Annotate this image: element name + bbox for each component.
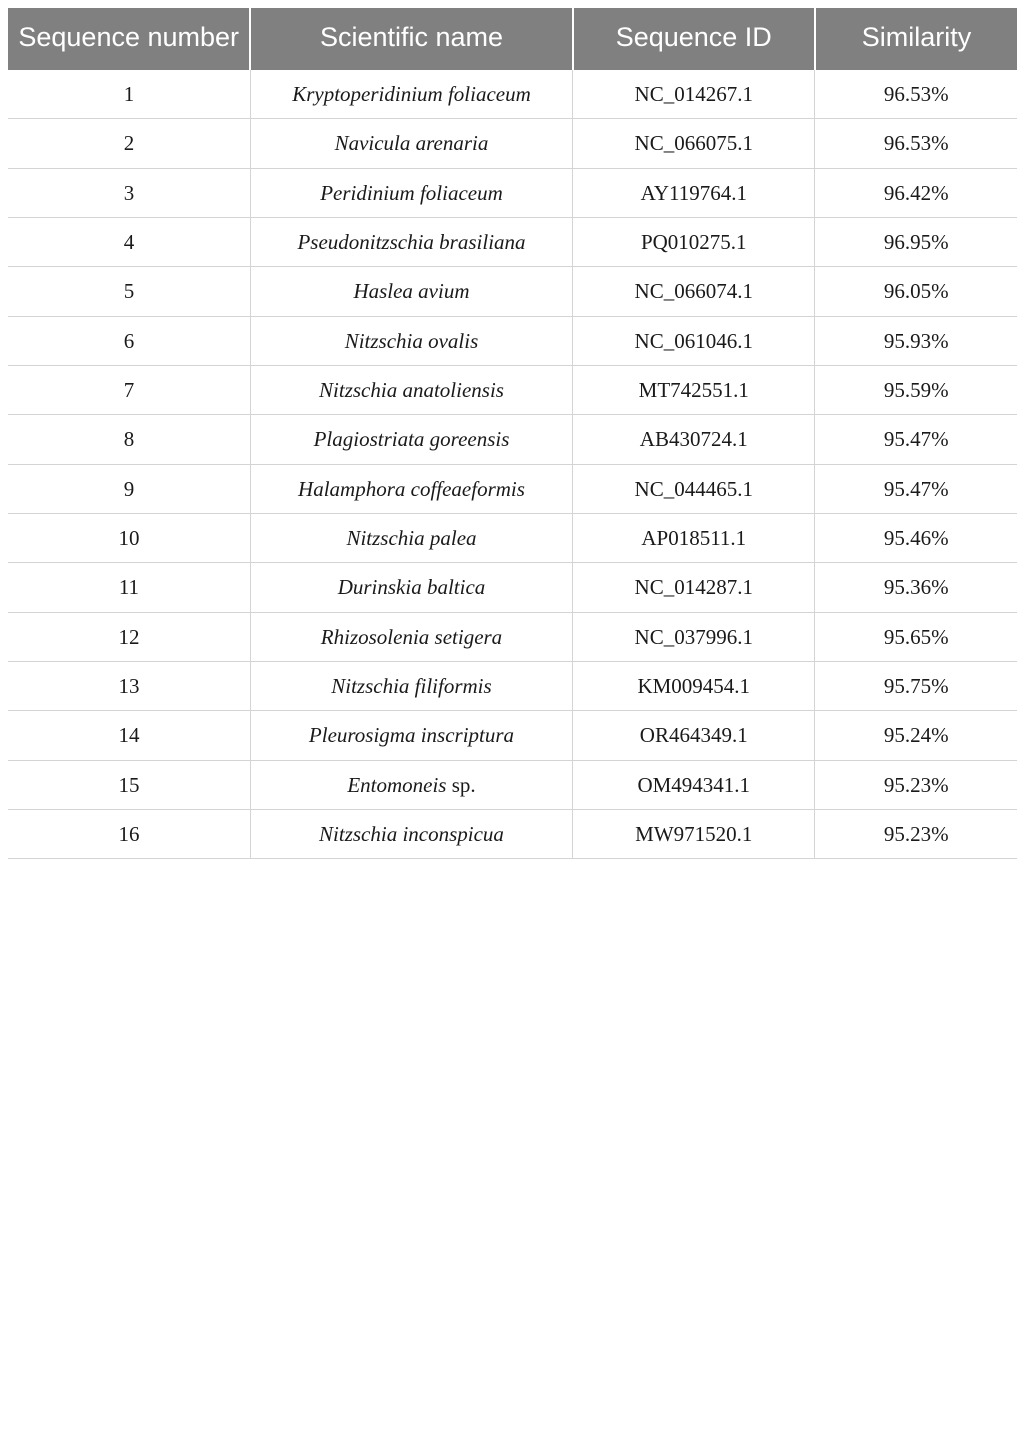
table-row [8, 810, 1017, 859]
cell-sequence-number: 11 [8, 563, 250, 612]
cell-scientific-name [250, 612, 572, 661]
cell-sequence-id: OR464349.1 [573, 711, 815, 760]
scientific-name-text: Durinskia baltica [337, 575, 486, 600]
cell-sequence-number: 15 [8, 760, 250, 809]
table-row [8, 316, 1017, 365]
cell-scientific-name [250, 464, 572, 513]
cell-sequence-id: NC_014267.1 [573, 70, 815, 119]
scientific-name-text: Entomoneis [347, 772, 447, 797]
cell-sequence-id: MW971520.1 [573, 810, 815, 859]
cell-sequence-number: 9 [8, 464, 250, 513]
table-row [8, 70, 1017, 119]
cell-similarity: 95.65% [815, 612, 1017, 661]
cell-sequence-id: AY119764.1 [573, 168, 815, 217]
cell-sequence-number: 6 [8, 316, 250, 365]
cell-scientific-name [250, 217, 572, 266]
cell-similarity: 95.75% [815, 661, 1017, 710]
table-row [8, 464, 1017, 513]
scientific-name-suffix: sp. [446, 772, 476, 797]
cell-sequence-number: 5 [8, 267, 250, 316]
cell-scientific-name [250, 365, 572, 414]
cell-similarity: 96.05% [815, 267, 1017, 316]
cell-sequence-number: 2 [8, 119, 250, 168]
scientific-name-text: Pseudonitzschia brasiliana [297, 229, 526, 254]
cell-sequence-id: MT742551.1 [573, 365, 815, 414]
cell-scientific-name [250, 70, 572, 119]
cell-similarity: 95.23% [815, 810, 1017, 859]
table-header-row [8, 8, 1017, 70]
table-row [8, 267, 1017, 316]
table-row [8, 760, 1017, 809]
scientific-name-text: Nitzschia anatoliensis [319, 377, 504, 402]
table-row [8, 365, 1017, 414]
table-body [8, 70, 1017, 859]
scientific-name-text: Nitzschia filiformis [331, 673, 492, 698]
cell-sequence-id: PQ010275.1 [573, 217, 815, 266]
cell-sequence-id: NC_066074.1 [573, 267, 815, 316]
cell-sequence-id: NC_061046.1 [573, 316, 815, 365]
cell-scientific-name [250, 267, 572, 316]
scientific-name-text: Nitzschia inconspicua [319, 822, 504, 847]
cell-sequence-number: 8 [8, 415, 250, 464]
scientific-name-text: Peridinium foliaceum [320, 180, 503, 205]
cell-scientific-name [250, 316, 572, 365]
cell-sequence-id: NC_066075.1 [573, 119, 815, 168]
cell-sequence-id: KM009454.1 [573, 661, 815, 710]
column-header-scientific-name: Scientific name [250, 8, 572, 70]
cell-sequence-number: 13 [8, 661, 250, 710]
scientific-name-text: Rhizosolenia setigera [320, 624, 503, 649]
scientific-name-text: Navicula arenaria [334, 131, 489, 156]
cell-scientific-name [250, 711, 572, 760]
column-header-sequence-id: Sequence ID [573, 8, 815, 70]
cell-similarity: 96.53% [815, 119, 1017, 168]
table-row [8, 415, 1017, 464]
table-row [8, 563, 1017, 612]
cell-similarity: 96.53% [815, 70, 1017, 119]
table-row [8, 711, 1017, 760]
cell-similarity: 95.47% [815, 464, 1017, 513]
column-header-similarity: Similarity [815, 8, 1017, 70]
column-header-sequence-number: Sequence number [8, 8, 250, 70]
cell-sequence-id: AB430724.1 [573, 415, 815, 464]
cell-scientific-name [250, 563, 572, 612]
cell-scientific-name [250, 810, 572, 859]
scientific-name-text: Plagiostriata goreensis [313, 427, 510, 452]
cell-sequence-number: 16 [8, 810, 250, 859]
cell-scientific-name [250, 760, 572, 809]
cell-similarity: 95.59% [815, 365, 1017, 414]
table-row [8, 119, 1017, 168]
table-row [8, 612, 1017, 661]
cell-similarity: 95.46% [815, 513, 1017, 562]
table-row [8, 168, 1017, 217]
cell-sequence-number: 7 [8, 365, 250, 414]
scientific-name-text: Kryptoperidinium foliaceum [292, 81, 531, 106]
cell-similarity: 95.47% [815, 415, 1017, 464]
scientific-name-text: Haslea avium [353, 279, 470, 304]
scientific-name-text: Pleurosigma inscriptura [308, 723, 515, 748]
cell-sequence-id: NC_044465.1 [573, 464, 815, 513]
cell-sequence-number: 12 [8, 612, 250, 661]
cell-similarity: 95.36% [815, 563, 1017, 612]
scientific-name-text: Halamphora coffeaeformis [298, 476, 525, 501]
scientific-name-text: Nitzschia palea [346, 525, 477, 550]
cell-sequence-id: NC_014287.1 [573, 563, 815, 612]
cell-sequence-number: 3 [8, 168, 250, 217]
sequence-similarity-table [8, 8, 1017, 859]
table-row [8, 217, 1017, 266]
cell-scientific-name [250, 513, 572, 562]
scientific-name-text: Nitzschia ovalis [344, 328, 479, 353]
cell-sequence-id: NC_037996.1 [573, 612, 815, 661]
table-row [8, 513, 1017, 562]
cell-similarity: 95.93% [815, 316, 1017, 365]
cell-similarity: 96.42% [815, 168, 1017, 217]
cell-similarity: 95.24% [815, 711, 1017, 760]
cell-sequence-id: OM494341.1 [573, 760, 815, 809]
cell-similarity: 96.95% [815, 217, 1017, 266]
cell-scientific-name [250, 415, 572, 464]
cell-scientific-name [250, 168, 572, 217]
cell-sequence-number: 1 [8, 70, 250, 119]
table-header [8, 8, 1017, 70]
cell-sequence-number: 14 [8, 711, 250, 760]
cell-sequence-id: AP018511.1 [573, 513, 815, 562]
cell-scientific-name [250, 661, 572, 710]
table-row [8, 661, 1017, 710]
cell-sequence-number: 10 [8, 513, 250, 562]
cell-similarity: 95.23% [815, 760, 1017, 809]
cell-sequence-number: 4 [8, 217, 250, 266]
cell-scientific-name [250, 119, 572, 168]
